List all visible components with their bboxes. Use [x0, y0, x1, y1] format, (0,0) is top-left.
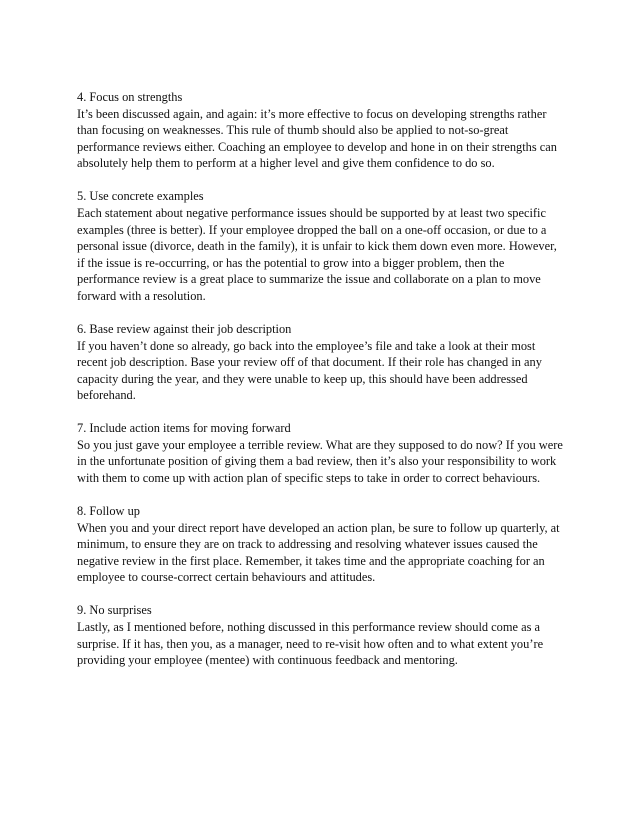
section-no-surprises — [77, 602, 567, 668]
section-heading: 7. Include action items for moving forward — [77, 421, 291, 436]
section-heading: 8. Follow up — [77, 504, 140, 519]
section-heading: 6. Base review against their job description — [77, 321, 292, 336]
section-base-review-job-description — [77, 321, 567, 404]
section-heading: 9. No surprises — [77, 603, 152, 618]
section-body: It’s been discussed again, and again: it’s more effective to focus on developing strengths rather than focusing on weaknesses. This rule of thumb should also be applied to not-so-great performance reviews either. Coaching an employee to develop and hone in on their strengths can absolutely help them to perform at a higher level and give them confidence to do so. — [77, 106, 557, 171]
document-page — [77, 89, 567, 685]
section-body: When you and your direct report have developed an action plan, be sure to follow up quarterly, at minimum, to ensure they are on track to addressing and resolving whatever issues caused the negative review in the first place. Remember, it takes time and the appropriate coaching for an employee to course-correct certain behaviours and attitudes. — [77, 520, 560, 585]
section-heading: 4. Focus on strengths — [77, 90, 183, 104]
section-body: If you haven’t done so already, go back into the employee’s file and take a look at their most recent job description. Base your review off of that document. If their role has changed in any capacity during the year, and they were unable to keep up, this should have been addressed beforehand. — [77, 338, 542, 403]
section-heading: 5. Use concrete examples — [77, 189, 204, 204]
section-body: Each statement about negative performance issues should be supported by at least two specific examples (three is better). If your employee dropped the ball on a one-off occasion, or due to a personal issue (divorce, death in the family), it is unfair to kick them down even more. However, if the issue is re-occurring, or has the potential to grow into a bigger problem, then the performance review is a great place to summarize the issue and collaborate on a plan to move forward with a resolution. — [77, 205, 557, 303]
section-use-concrete-examples — [77, 188, 567, 304]
section-include-action-items — [77, 420, 567, 486]
section-body: So you just gave your employee a terrible review. What are they supposed to do now? If you were in the unfortunate position of giving them a bad review, then it’s also your responsibility to work with them to come up with action plan of specific steps to take in order to correct behaviours. — [77, 437, 563, 486]
section-body: Lastly, as I mentioned before, nothing discussed in this performance review should come as a surprise. If it has, then you, as a manager, need to re-visit how often and to what extent you’re providing your employee (mentee) with continuous feedback and mentoring. — [77, 619, 544, 668]
section-follow-up — [77, 503, 567, 586]
section-focus-on-strengths — [77, 89, 567, 172]
